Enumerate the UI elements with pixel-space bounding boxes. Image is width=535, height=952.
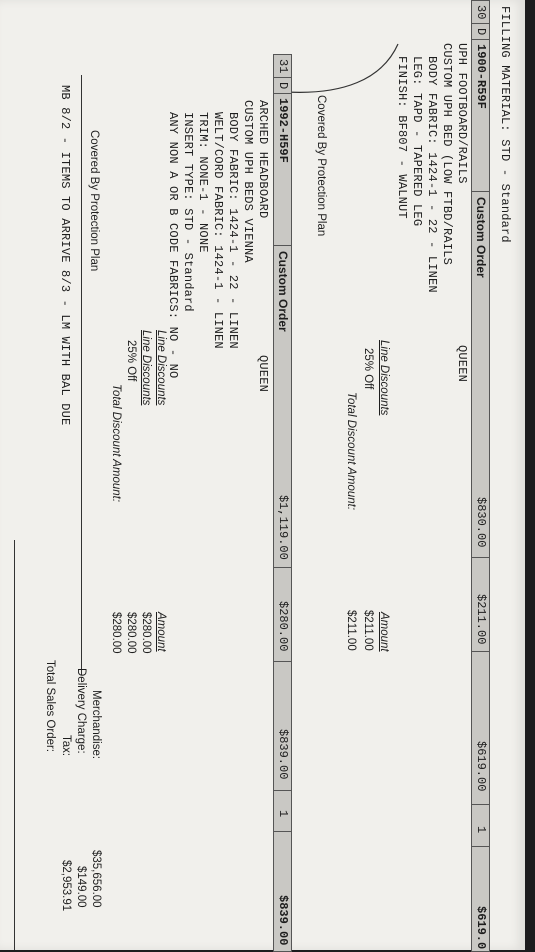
item30-desc-4: FINISH: BF807 - WALNUT bbox=[395, 56, 409, 219]
item31-discount-pct: 25% Off bbox=[125, 340, 137, 382]
delivery-charge-label: Delivery Charge: bbox=[75, 668, 87, 754]
summary-divider bbox=[14, 540, 15, 950]
order-type: Custom Order bbox=[474, 197, 488, 278]
item-price: $830.00 bbox=[474, 497, 488, 548]
item31-desc-2: BODY FABRIC: 1424-1 - 22 - LINEN bbox=[226, 112, 240, 349]
item30-desc-2: BODY FABRIC: 1424-1 - 22 - LINEN bbox=[425, 56, 439, 293]
item30-amount: $211.00 bbox=[362, 610, 374, 651]
item-sku: 1992-H59F bbox=[276, 98, 290, 163]
tax-value: $2,953.91 bbox=[60, 860, 72, 912]
item30-desc-1: CUSTOM UPH BED (LOW FTBD/RAILS bbox=[440, 43, 454, 266]
item31-desc-6: ANY NON A OR B CODE FABRICS: NO - NO bbox=[166, 112, 180, 379]
item31-amount-2: $280.00 bbox=[125, 612, 137, 654]
item31-size: QUEEN bbox=[256, 355, 270, 393]
item30-desc-3: LEG: TAPD - TAPERED LEG bbox=[410, 56, 424, 227]
item-discount: $280.00 bbox=[276, 601, 290, 652]
item-qty: 1 bbox=[474, 826, 488, 834]
item-total: $839.00 bbox=[276, 895, 290, 946]
order-note: MB 8/2 - ITEMS TO ARRIVE 8/3 - LM WITH BAL DUE bbox=[58, 85, 72, 426]
item-price: $1,119.00 bbox=[276, 495, 290, 560]
item30-discount-pct: 25% Off bbox=[362, 348, 374, 390]
item-row-30 bbox=[471, 0, 490, 952]
item31-total-discount-label: Total Discount Amount: bbox=[110, 384, 122, 503]
total-sales-order-label: Total Sales Order: bbox=[44, 660, 56, 753]
item-total: $619.0 bbox=[474, 906, 488, 950]
line-number: 31 bbox=[276, 59, 290, 74]
item31-desc-1: CUSTOM UPH BEDS VIENNA bbox=[241, 100, 255, 263]
item30-total-discount-label: Total Discount Amount: bbox=[345, 392, 357, 511]
delivery-charge-value: $149.00 bbox=[75, 866, 87, 908]
item-row-31 bbox=[273, 54, 292, 952]
item-code: D bbox=[276, 82, 290, 90]
merchandise-label: Merchandise: bbox=[90, 690, 102, 760]
item30-amount-label: Amount bbox=[378, 612, 390, 652]
item31-desc-0: ARCHED HEADBOARD bbox=[256, 100, 270, 219]
item30-protection-plan: Covered By Protection Plan bbox=[315, 95, 327, 237]
item-net: $619.00 bbox=[474, 741, 488, 792]
divider-line bbox=[81, 75, 82, 675]
item-code: D bbox=[474, 28, 488, 36]
item-net: $839.00 bbox=[276, 729, 290, 780]
item30-total-discount: $211.00 bbox=[345, 610, 357, 651]
item31-protection-plan: Covered By Protection Plan bbox=[88, 130, 100, 272]
item31-total-discount: $280.00 bbox=[110, 612, 122, 654]
item31-amount-label: Amount bbox=[155, 612, 167, 652]
item-discount: $211.00 bbox=[474, 594, 488, 645]
line-number: 30 bbox=[474, 5, 488, 20]
order-type: Custom Order bbox=[276, 251, 290, 332]
item30-size: QUEEN bbox=[455, 345, 469, 383]
item30-desc-0: UPH FOOTBOARD/RAILS bbox=[455, 43, 469, 184]
pen-mark-curve bbox=[282, 40, 402, 110]
item-sku: 1900-R59F bbox=[474, 44, 488, 109]
item31-line-discounts-label-2: Line Discounts bbox=[140, 330, 152, 406]
item31-line-discounts-label: Line Discounts bbox=[155, 330, 167, 406]
merchandise-value: $35,656.00 bbox=[90, 850, 102, 908]
item31-desc-4: TRIM: NONE-1 - NONE bbox=[196, 112, 210, 253]
item-qty: 1 bbox=[276, 810, 290, 818]
tax-label: Tax: bbox=[60, 735, 72, 757]
item31-amount: $280.00 bbox=[140, 612, 152, 654]
filling-material-line: FILLING MATERIAL: STD - Standard bbox=[498, 6, 512, 243]
item30-line-discounts-label: Line Discounts bbox=[378, 340, 390, 416]
item31-desc-3: WELT/CORD FABRIC: 1424-1 - LINEN bbox=[211, 112, 225, 349]
item31-desc-5: INSERT TYPE: STD - Standard bbox=[181, 112, 195, 312]
